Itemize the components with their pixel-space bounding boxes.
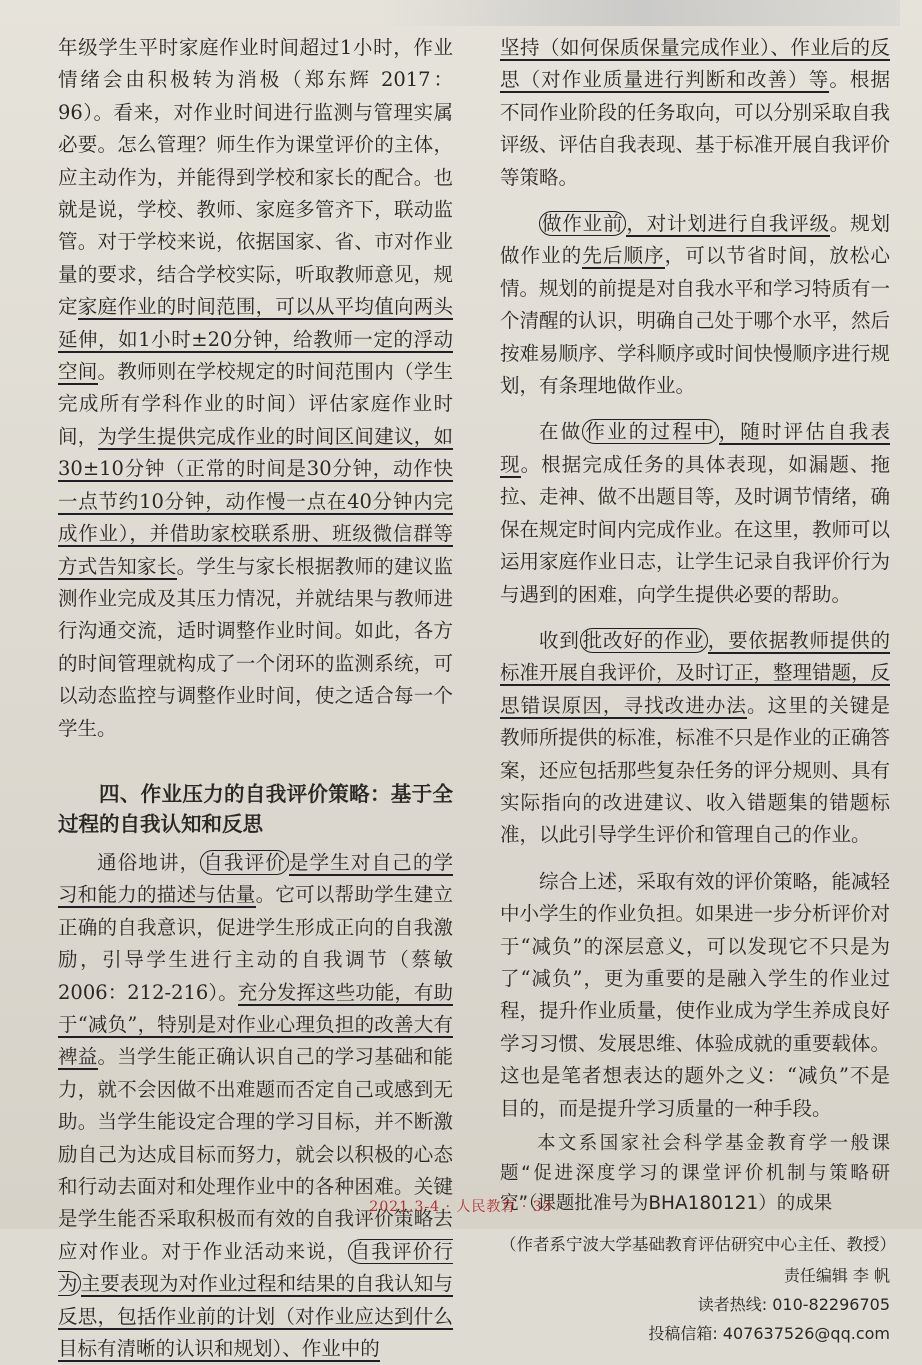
paragraph-before-homework: 做作业前 ，对计划进行自我评级。规划做作业的先后顺序，可以节省时间，放松心情。规划的前提是对自我水平和学习特质有一个清醒的认识，明确自己处于哪个水平，然后按难易顺序、学科顺序或时间快慢顺序进行规划，有条理地做作业。 <box>500 212 891 398</box>
right-column <box>500 32 896 1348</box>
header-shadow <box>380 0 900 26</box>
underline-order: 先后顺序 <box>582 244 665 268</box>
submission-email: 投稿信箱: 407637526@qq.com <box>648 1324 890 1344</box>
circled-before-homework: 做作业前 <box>539 211 626 236</box>
section-heading: 四、作业压力的自我评价策略：基于全过程的自我认知和反思 <box>58 781 453 836</box>
left-column <box>58 32 453 1365</box>
underline-persistence: 坚持（如何保质保量完成作业）、作业后的反思（对作业质量进行判断和改善）等 <box>500 36 890 92</box>
paragraph-continued: 坚持（如何保质保量完成作业）、作业后的反思（对作业质量进行判断和改善）等。根据不同作业阶段的任务取向，可以分别采取自我评级、评估自我表现、基于标准开展自我评价等策略。 <box>500 36 891 189</box>
author-affiliation: （作者系宁波大学基础教育评估研究中心主任、教授） <box>500 1235 896 1254</box>
underline-definition: 是学生对自己的学习和能力的描述与估量 <box>58 850 453 907</box>
underline-behavior: 主要表现为对作业过程和结果的自我认知与反思，包括作业前的计划（对作业应达到什么目标有清晰的认识和规划）、作业中的 <box>58 1272 453 1361</box>
underline-function: 充分发挥这些功能，有助于“减负”，特别是对作业心理负担的改善大有裨益 <box>58 980 453 1069</box>
editor-credit: 责任编辑 李 帆 <box>783 1266 890 1286</box>
underline-assess-performance: ，随时评估自我表现 <box>500 420 890 476</box>
underline-standards: ，要依据教师提供的标准开展自我评价，及时订正，整理错题，反思错误原因，寻找改进办法 <box>500 628 891 717</box>
paragraph-time-management: 年级学生平时家庭作业时间超过1小时，作业情绪会由积极转为消极（郑东辉 2017：96）。看来，对作业时间进行监测与管理实属必要。怎么管理？师生作为课堂评价的主体，应主动作为，并能得到学校和家长的配合。也就是说，学校、教师、家庭多管齐下，联动监管。对于学校来说，依据国家、省、市对作业量的要求，结合学校实际，听取教师意见，规定家庭作业的时间范围，可以从平均值向两头延伸，如1小时±20分钟，给教师一定的浮动空间。教师则在学校规定的时间范围内（学生完成所有学科作业的时间）评估家庭作业时间，为学生提供完成作业的时间区间建议，如30±10分钟（正常的时间是30分钟，动作快一点节约10分钟，动作慢一点在40分钟内完成作业），并借助家校联系册、班级微信群等方式告知家长。学生与家长根据教师的建议监测作业完成及其压力情况，并就结果与教师进行沟通交流，适时调整作业时间。如此，各方的时间管理就构成了一个闭环的监测系统，可以动态监控与调整作业时间，使之适合每一个学生。 <box>58 36 453 740</box>
paragraph-conclusion: 综合上述，采取有效的评价策略，能减轻中小学生的作业负担。如果进一步分析评价对于“减负”的深层意义，可以发现它不只是为了“减负”，更为重要的是融入学生的作业过程，提升作业质量，使作业成为学生养成良好学习习惯、发展思维、体验成就的重要载体。这也是笔者想表达的题外之义：“减负”不是目的，而是提升学习质量的一种手段。 <box>500 869 891 1120</box>
underline-self-rating: ，对计划进行自我评级 <box>626 212 830 236</box>
paragraph-after-homework: 收到 批改好的作业 ，要依据教师提供的标准开展自我评价，及时订正，整理错题，反思错误原因，寻找改进办法。这里的关键是教师所提供的标准，标准不只是作业的正确答案，还应包括那些复杂任务的评分规则、具有实际指向的改进建议、收入错题集的错题标准，以此引导学生评价和管理自己的作业。 <box>500 628 891 847</box>
credits <box>500 1261 890 1348</box>
underline-time-range: 家庭作业的时间范围，可以从平均值向两头延伸，如1小时±20分钟，给教师一定的浮动空间 <box>58 295 453 384</box>
page-footer: 2021.3-4 · 人民教育 · 33 <box>369 1199 553 1215</box>
circled-self-evaluation-behavior: 自我评价行为 <box>58 1239 453 1296</box>
circled-self-evaluation: 自我评价 <box>200 850 289 875</box>
reader-hotline: 读者热线: 010-82296705 <box>697 1295 890 1315</box>
circled-graded-homework: 批改好的作业 <box>580 628 708 653</box>
paragraph-self-evaluation: 通俗地讲， 自我评价 是学生对自己的学习和能力的描述与估量。它可以帮助学生建立正确的自我意识，促进学生形成正向的自我激励，引导学生进行主动的自我调节（蔡敏 2006：212-216）。充分发挥这些功能，有助于“减负”，特别是对作业心理负担的改善大有裨益。当学生能正确认识自己的学习基础和能力，就不会因做不出难题而否定自己或感到无助。当学生能设定合理的学习目标，并不断激励自己为达成目标而努力，就会以积极的心态和行动去面对和处理作业中的各种困难。关键是学生能否采取积极而有效的自我评价策略去应对作业。对于作业活动来说， 自我评价行为 主要表现为对作业过程和结果的自我认知与反思，包括作业前的计划（对作业应达到什么目标有清晰的认识和规划）、作业中的 <box>58 850 453 1361</box>
paragraph-during-homework: 在做 作业的过程中 ，随时评估自我表现。根据完成任务的具体表现，如漏题、拖拉、走神、做不出题目等，及时调节情绪，确保在规定时间内完成作业。在这里，教师可以运用家庭作业日志，让学生记录自我评价行为与遇到的困难，向学生提供必要的帮助。 <box>500 420 891 606</box>
circled-during-homework: 作业的过程中 <box>582 419 718 444</box>
funding-note: 本文系国家社会科学基金教育学一般课题“促进深度学习的课堂评价机制与策略研究”（课题批准号为BHA180121）的成果 <box>500 1133 890 1214</box>
underline-time-suggestion: 为学生提供完成作业的时间区间建议，如30±10分钟（正常的时间是30分钟，动作快一点节约10分钟，动作慢一点在40分钟内完成作业），并借助家校联系册、班级微信群等方式告知家长 <box>58 424 453 578</box>
